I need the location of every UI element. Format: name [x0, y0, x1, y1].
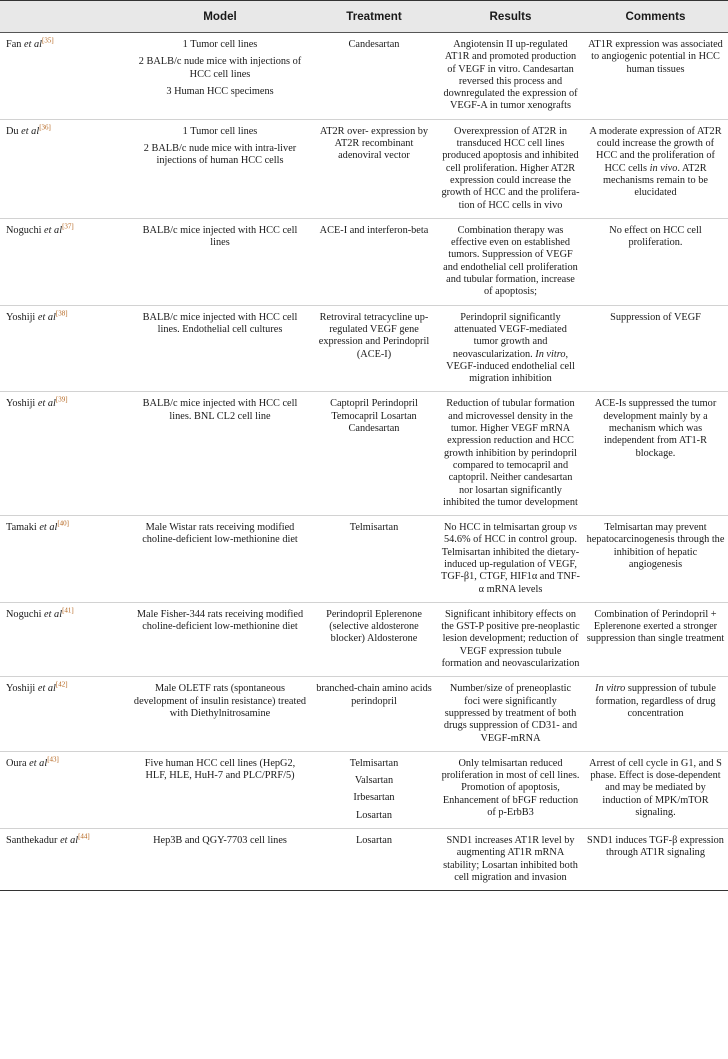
- treatment-item: Losartan: [355, 809, 393, 821]
- table-row: [0, 305, 728, 392]
- treatment-cell: [310, 677, 438, 751]
- et-al: et al: [37, 311, 56, 323]
- model-cell: [130, 305, 310, 392]
- treatment-cell: [310, 33, 438, 120]
- model-item: 2 BALB/c nude mice with injections of HCC cell lines: [138, 56, 302, 80]
- comments-cell: Suppression of VEGF: [583, 305, 728, 392]
- model-cell: [130, 751, 310, 828]
- comments-cell: Combination of Perindopril + Eplerenone exerted a stronger suppression than single treatment: [583, 602, 728, 676]
- et-al: et al: [21, 125, 40, 137]
- author: Fan: [6, 39, 22, 50]
- study-cell: [0, 751, 130, 828]
- et-al: et al: [39, 522, 58, 534]
- comments-cell: No effect on HCC cell proliferation.: [583, 218, 728, 305]
- study-cell: [0, 305, 130, 392]
- reference-link[interactable]: [38]: [55, 309, 68, 318]
- author: Oura: [6, 757, 27, 769]
- model-cell: [130, 33, 310, 120]
- results-cell: Only telmisartan reduced proliferation in most of cell lines. Promotion of apoptosis, Enhancement of bFGF reduction of p-ErbB3: [438, 751, 583, 828]
- model-cell: [130, 392, 310, 516]
- treatment-cell: [310, 119, 438, 218]
- author: Tamaki: [6, 522, 37, 534]
- author: Du: [6, 125, 19, 137]
- study-cell: [0, 33, 130, 120]
- model-item: Five human HCC cell lines (HepG2, HLF, HLE, HuH-7 and PLC/PRF/5): [144, 757, 296, 782]
- header-comments: Comments: [583, 1, 728, 33]
- treatment-cell: [310, 392, 438, 516]
- model-cell: [130, 602, 310, 676]
- table-row: [0, 516, 728, 603]
- treatment-cell: [310, 218, 438, 305]
- model-item: 1 Tumor cell lines: [182, 39, 258, 50]
- model-item: 3 Human HCC specimens: [166, 85, 274, 97]
- model-item: Male OLETF rats (spontaneous development of insulin resistance) treated with Diethylnitrosamine: [133, 683, 307, 719]
- results-cell: SND1 increases AT1R level by augmenting AT1R mRNA stability; Losartan inhibited both cell migration and invasion: [438, 829, 583, 891]
- table-row: [0, 751, 728, 828]
- et-al: et al: [29, 757, 48, 769]
- results-cell: Reduction of tubular formation and microvessel density in the tumor. Higher VEGF mRNA expression reduction and HCC growth inhibition by perindopril compared to temocapril and captopril. Neither candesartan nor losartan significantly inhibited the tumor development: [438, 392, 583, 516]
- et-al: et al: [37, 683, 56, 695]
- treatment-cell: [310, 602, 438, 676]
- treatment-item: branched-chain amino acids perindopril: [316, 683, 432, 707]
- study-cell: [0, 516, 130, 603]
- study-cell: [0, 392, 130, 516]
- model-cell: [130, 218, 310, 305]
- model-cell: [130, 516, 310, 603]
- table-row: [0, 677, 728, 751]
- treatment-item: Candesartan: [348, 39, 400, 50]
- results-cell: Number/size of preneoplastic foci were significantly suppressed by treatment of both drugs suppression of CD31- and VEGF-mRNA: [438, 677, 583, 751]
- comments-cell: AT1R expression was associated to angiogenic potential in HCC human tissues: [583, 33, 728, 120]
- author: Noguchi: [6, 224, 42, 236]
- author: Santhekadur: [6, 835, 58, 847]
- results-cell: Significant inhibitory effects on the GST-P positive pre-neoplastic lesion development; reduction of VEGF expression tubule formation and neovascularization: [438, 602, 583, 676]
- reference-link[interactable]: [42]: [55, 680, 68, 689]
- et-al: et al: [60, 835, 79, 847]
- study-cell: [0, 119, 130, 218]
- author: Yoshiji: [6, 311, 36, 323]
- et-al: et al: [44, 608, 63, 620]
- treatment-item: Losartan: [355, 835, 393, 847]
- comments-cell: SND1 induces TGF-β expression through AT1R signaling: [583, 829, 728, 891]
- author: Yoshiji: [6, 683, 36, 695]
- treatment-cell: [310, 751, 438, 828]
- table-row: [0, 33, 728, 120]
- header-model: Model: [130, 1, 310, 33]
- study-cell: [0, 677, 130, 751]
- model-cell: [130, 677, 310, 751]
- comments-cell: Telmisartan may prevent hepatocarcinogenesis through the inhibition of hepatic angiogenesis: [583, 516, 728, 603]
- reference-link[interactable]: [36]: [39, 123, 51, 132]
- comments-cell: ACE-Is suppressed the tumor development mainly by a mechanism which was independent from AT1-R blockage.: [583, 392, 728, 516]
- header-study: [0, 1, 130, 33]
- model-item: BALB/c mice injected with HCC cell lines: [142, 224, 298, 249]
- model-item: BALB/c mice injected with HCC cell lines. Endothelial cell cultures: [142, 311, 298, 335]
- treatment-item: Telmisartan: [349, 757, 399, 769]
- reference-link[interactable]: [44]: [78, 832, 90, 841]
- model-cell: [130, 119, 310, 218]
- treatment-cell: [310, 829, 438, 891]
- reference-link[interactable]: [43]: [47, 755, 59, 764]
- results-cell: No HCC in telmisartan group vs 54.6% of HCC in control group. Telmisartan inhibited the dietary-induced up-regulation of VEGF, TGF-β1, CTGF, HIF1α and TNF-α mRNA levels: [438, 516, 583, 603]
- et-al: et al: [44, 224, 63, 236]
- treatment-item: Perindopril Eplerenone (selective aldosterone blocker) Aldosterone: [326, 608, 422, 645]
- reference-link[interactable]: [40]: [57, 519, 69, 528]
- treatment-item: Retroviral tetracycline up-regulated VEGF gene expression and Perindopril (ACE-I): [318, 311, 430, 360]
- table-row: [0, 119, 728, 218]
- model-item: Hep3B and QGY-7703 cell lines: [153, 835, 287, 847]
- treatment-item: ACE-I and interferon-beta: [319, 224, 429, 236]
- reference-link[interactable]: [35]: [42, 36, 54, 45]
- author: Noguchi: [6, 608, 42, 620]
- comments-cell: Arrest of cell cycle in G1, and S phase. Effect is dose-dependent and may be mediated by induction of MPK/mTOR signaling.: [583, 751, 728, 828]
- study-cell: [0, 602, 130, 676]
- study-cell: [0, 829, 130, 891]
- results-cell: Perindopril significantly attenuated VEGF-mediated tumor growth and neovascularization. In vitro, VEGF-induced endothelial cell migration inhibition: [438, 305, 583, 392]
- reference-link[interactable]: [41]: [62, 606, 74, 615]
- treatment-item: Irbesartan: [353, 792, 395, 804]
- model-cell: [130, 829, 310, 891]
- reference-link[interactable]: [37]: [62, 222, 74, 231]
- study-cell: [0, 218, 130, 305]
- model-item: BALB/c mice injected with HCC cell lines. BNL CL2 cell line: [142, 398, 298, 422]
- treatment-item: Valsartan: [354, 775, 394, 787]
- et-al: et al: [24, 39, 43, 50]
- results-cell: Combination therapy was effective even on established tumors. Suppression of VEGF and endothelial cell proliferation and tubular formation, increase of apoptosis;: [438, 218, 583, 305]
- treatment-item: Captopril Perindopril Temocapril Losartan Candesartan: [330, 398, 418, 435]
- table-row: [0, 218, 728, 305]
- reference-link[interactable]: [39]: [55, 396, 68, 404]
- header-row: [0, 1, 728, 33]
- treatment-item: Telmisartan: [349, 522, 399, 534]
- header-results: Results: [438, 1, 583, 33]
- model-item: Male Wistar rats receiving modified choline-deficient low-methionine diet: [142, 522, 298, 546]
- treatment-item: AT2R over- expression by AT2R recombinant adenoviral vector: [319, 125, 429, 162]
- et-al: et al: [37, 398, 56, 410]
- model-item: 1 Tumor cell lines: [182, 125, 258, 137]
- comments-cell: In vitro suppression of tubule formation, regardless of drug concentration: [583, 677, 728, 751]
- table-row: [0, 392, 728, 516]
- author: Yoshiji: [6, 398, 36, 410]
- model-item: 2 BALB/c nude mice with intra-liver injections of human HCC cells: [143, 143, 297, 167]
- results-cell: Angiotensin II up-regulated AT1R and promoted production of VEGF in vitro. Candesartan reversed this process and downregulated the expression of VEGF-A in tumor xenografts: [438, 33, 583, 120]
- comments-cell: A moderate expression of AT2R could increase the growth of HCC and the proliferation of HCC cells in vivo. AT2R mechanisms remain to be elucidated: [583, 119, 728, 218]
- treatment-cell: [310, 305, 438, 392]
- treatment-cell: [310, 516, 438, 603]
- header-treatment: Treatment: [310, 1, 438, 33]
- model-item: Male Fisher-344 rats receiving modified choline-deficient low-methionine diet: [136, 608, 304, 633]
- table-row: [0, 829, 728, 891]
- table-row: [0, 602, 728, 676]
- results-cell: Overexpression of AT2R in transduced HCC cell lines produced apoptosis and inhibited cell proliferation. Higher AT2R expression could increase the growth of HCC and the prolifera-tion of HCC cells in vivo: [438, 119, 583, 218]
